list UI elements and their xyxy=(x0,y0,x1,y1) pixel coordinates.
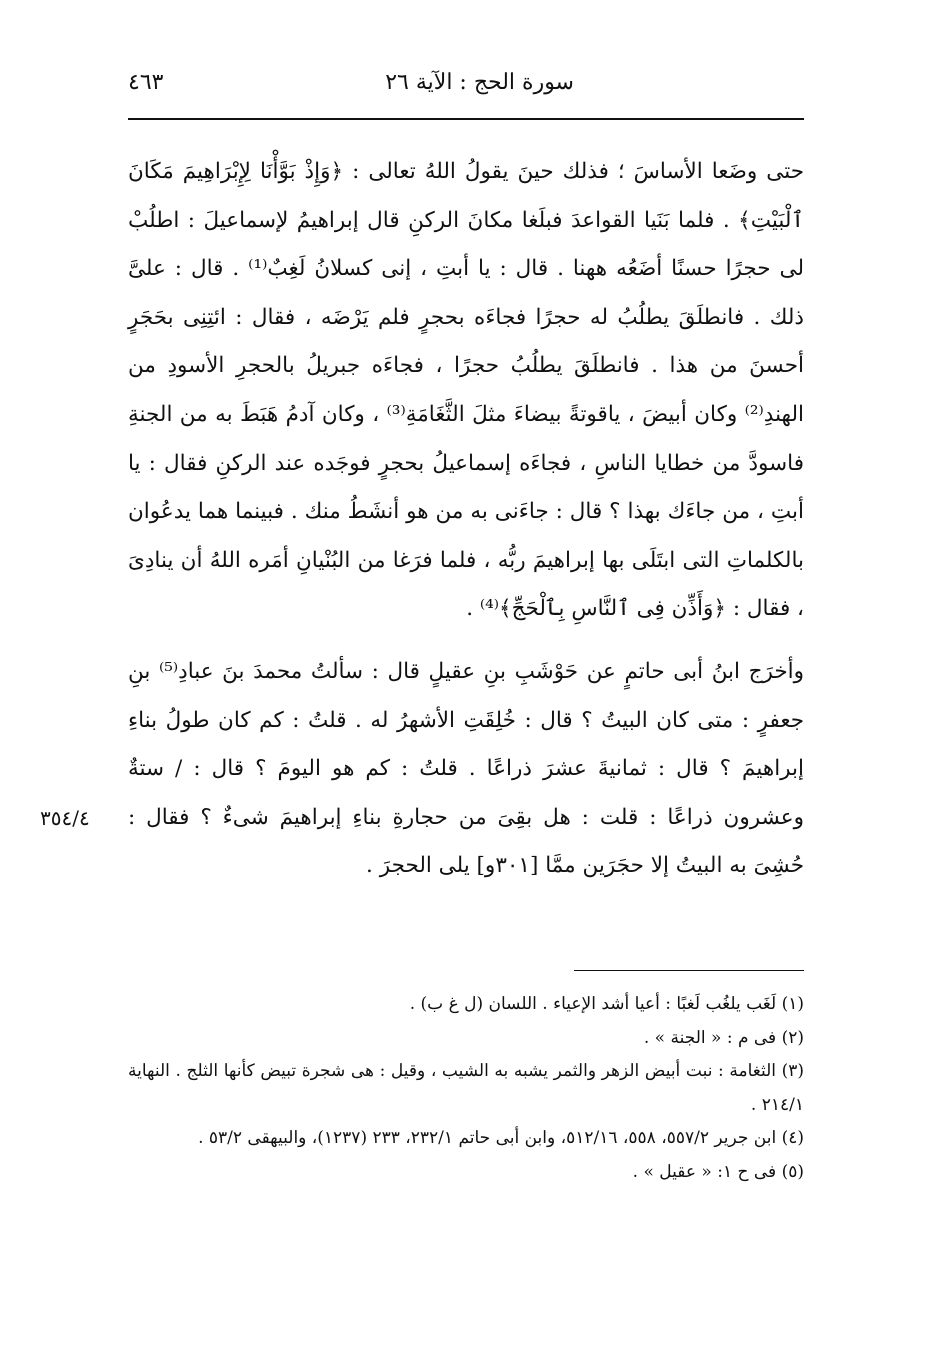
running-header xyxy=(128,70,804,110)
footnote-4: (٤) ابن جرير ٥٥٧/٢، ٥٥٨، ٥١٢/١٦، وابن أبى حاتم ٢٣٢/١، ٢٣٣ (١٢٣٧)، والبيهقى ٥٣/٢ . xyxy=(198,1128,804,1148)
page-number: ٤٦٣ xyxy=(128,70,164,95)
footnote-1: (١) لَغَب يلغُب لَغبًا : أعيا أشد الإعياء . اللسان (ل غ ب) . xyxy=(409,994,804,1014)
footnote-3: (٣) الثغامة : نبت أبيض الزهر والثمر يشبه به الشيب ، وقيل : هى شجرة تبيض كأنها الثلج . النهاية ٢١٤/١ . xyxy=(128,1061,804,1115)
footnote-rule xyxy=(574,970,804,971)
footnote-2: (٢) فى م : « الجنة » . xyxy=(643,1027,804,1048)
main-text xyxy=(128,148,804,891)
paragraph-2: وأخرَج ابنُ أبى حاتمٍ عن حَوْشَبِ بنِ عقيلٍ قال : سألتُ محمدَ بنَ عبادِ⁽⁵⁾ بنِ جعفرٍ : متى كان البيتُ ؟ قال : خُلِقَتِ الأشهرُ له . قلتُ : كم كان طولُ بناءِ إبراهيمَ ؟ قال : ثمانيةَ عشرَ ذراعًا . قلتُ : كم هو اليومَ ؟ قال : / ستةٌ وعشرون ذراعًا : قلت : هل بقِىَ من حجارةِ بناءِ إبراهيمَ شىءٌ ؟ فقال : حُشِىَ به البيتُ إلا حجَرَين ممَّا [٣٠١و] يلى الحجرَ . xyxy=(128,658,804,879)
footnote-5: (٥) فى ح ١: « عقيل » . xyxy=(632,1161,804,1182)
paragraph-1: حتى وضَعا الأساسَ ؛ فذلك حينَ يقولُ اللهُ تعالى : ﴿وَإِذْ بَوَّأْنَا لِإِبْرَاهِيمَ مَكَانَ ٱلْبَيْتِ﴾ . فلما بَنَيا القواعدَ فبلَغا مكانَ الركنِ قال إبراهيمُ لإسماعيلَ : اطلُبْ لى حجرًا حسنًا أضَعُه ههنا . قال : يا أبتِ ، إنى كسلانُ لَغِبٌ⁽¹⁾ . قال : علىَّ ذلك . فانطلَقَ يطلُبُ له حجرًا فجاءَه بحجرٍ فلم يَرْضَه ، فقال : ائتِنِى بحَجَرٍ أحسنَ من هذا . فانطلَقَ يطلُبُ حجرًا ، فجاءَه جبريلُ بالحجرِ الأسودِ من الهندِ⁽²⁾ وكان أبيضَ ، ياقوتةً بيضاءَ مثلَ الثَّغَامَةِ⁽³⁾ ، وكان آدمُ هَبَطَ به من الجنةِ فاسودَّ من خطايا الناسِ ، فجاءَه إسماعيلُ بحجرٍ فوجَده عند الركنِ فقال : يا أبتِ ، من جاءَك بهذا ؟ قال : جاءَنى به من هو أنشَطُ منك . فبينما هما يدعُوان بالكلماتِ التى ابتَلَى بها إبراهيمَ ربُّه ، فلما فرَغا من البُنْيانِ أمَره اللهُ أن ينادِىَ ، فقال : ﴿وَأَذِّن فِى ٱلنَّاسِ بِٱلْحَجِّ﴾⁽⁴⁾ . xyxy=(128,159,805,622)
header-rule xyxy=(128,118,804,120)
margin-reference: ٣٥٤/٤ xyxy=(40,806,90,830)
footnotes xyxy=(128,988,804,1189)
running-title: سورة الحج : الآية ٢٦ xyxy=(385,70,574,95)
